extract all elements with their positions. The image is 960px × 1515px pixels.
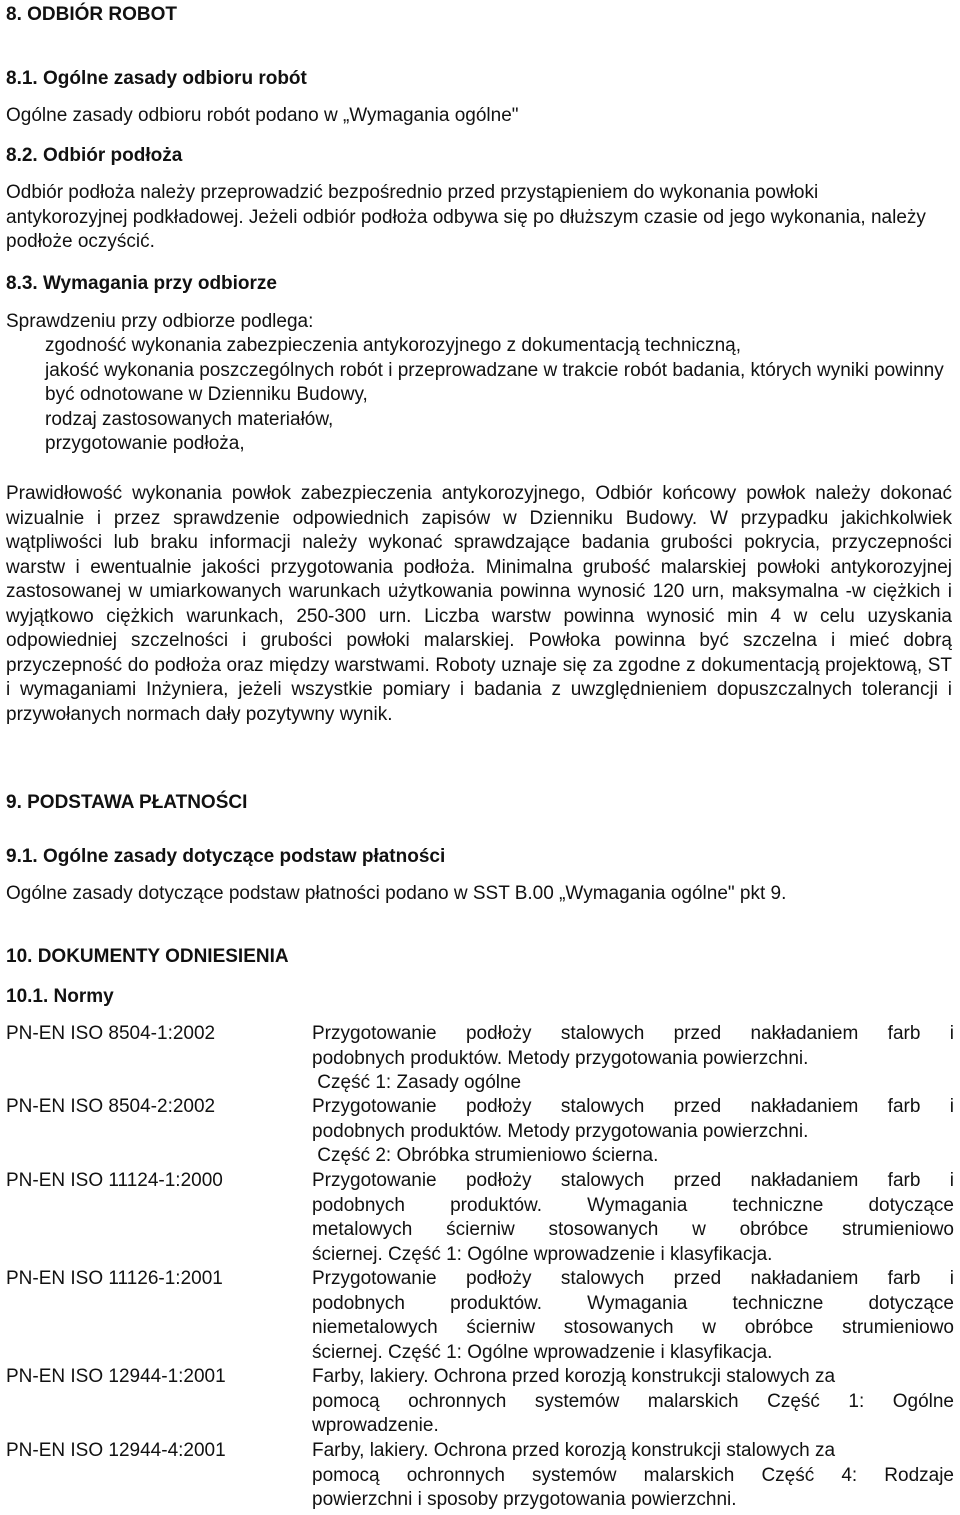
- requirements-list: [45, 334, 955, 457]
- section-10-1-title: 10.1. Normy: [6, 986, 114, 1007]
- list-item: przygotowanie podłoża,: [45, 433, 245, 454]
- norm-code: PN-EN ISO 8504-2:2002: [6, 1096, 216, 1117]
- list-item: jakość wykonania poszczególnych robót i przeprowadzane w trakcie robót badania, których wyniki powinny być odnotowane w Dzienniku Budowy,: [45, 359, 944, 405]
- norm-description: Przygotowanie podłoży stalowych przed nakładaniem farb i podobnych produktów. Wymagania techniczne dotyczące metalowych ścierniw stosowanych w obróbce strumieniowo ściernej. Część 1: Ogólne wprowadzenie i klasyfikacja.: [312, 1170, 954, 1265]
- section-8-1-text: Ogólne zasady odbioru robót podano w „Wymagania ogólne": [6, 105, 519, 126]
- list-item: rodzaj zastosowanych materiałów,: [45, 408, 334, 430]
- section-8-3-title: 8.3. Wymagania przy odbiorze: [6, 273, 278, 294]
- norm-code: PN-EN ISO 12944-4:2001: [6, 1440, 226, 1461]
- section-8-3-intro: Sprawdzeniu przy odbiorze podlega:: [6, 311, 314, 332]
- norm-description: Farby, lakiery. Ochrona przed korozją konstrukcji stalowych za pomocą ochronnych systemów malarskich Część 4: Rodzaje powierzchni i sposoby przygotowania powierzchni.: [312, 1440, 954, 1510]
- section-9-1-title: 9.1. Ogólne zasady dotyczące podstaw płatności: [6, 846, 446, 867]
- section-8-title: 8. ODBIÓR ROBOT: [6, 4, 178, 25]
- norm-description: Przygotowanie podłoży stalowych przed nakładaniem farb i podobnych produktów. Metody przygotowania powierzchni. Część 1: Zasady ogólne: [312, 1023, 954, 1093]
- section-10-title: 10. DOKUMENTY ODNIESIENIA: [6, 946, 289, 967]
- section-9-title: 9. PODSTAWA PŁATNOŚCI: [6, 792, 248, 813]
- section-9-1-text: Ogólne zasady dotyczące podstaw płatności podano w SST B.00 „Wymagania ogólne" pkt 9.: [6, 883, 787, 904]
- norm-code: PN-EN ISO 12944-1:2001: [6, 1366, 226, 1387]
- section-8-2-title: 8.2. Odbiór podłoża: [6, 145, 183, 166]
- norm-description: Przygotowanie podłoży stalowych przed nakładaniem farb i podobnych produktów. Metody przygotowania powierzchni. Część 2: Obróbka strumieniowo ścierna.: [312, 1096, 954, 1166]
- section-8-3-body: Prawidłowość wykonania powłok zabezpieczenia antykorozyjnego, Odbiór końcowy powłok należy dokonać wizualnie i przez sprawdzenie odpowiednich zapisów w Dzienniku Budowy. W przypadku jakichkolwiek wątpliwości lub braku informacji należy wykonać sprawdzające badania grubości pokrycia, przyczepności warstw i ewentualnie jakości przygotowania podłoża. Minimalna grubość malarskiej powłoki antykorozyjnej zastosowanej w umiarkowanych warunkach użytkowania powinna wynosić 120 urn, maksymalna -w ciężkich i wyjątkowo ciężkich warunkach, 250-300 urn. Liczba warstw powinna wynosić min 4 w celu uzyskania odpowiedniej szczelności i grubości powłoki malarskiej. Powłoka powinna być szczelna i mieć dobrą przyczepność do podłoża oraz między warstwami. Roboty uznaje się za zgodne z dokumentacją projektową, ST i wymaganiami Inżyniera, jeżeli wszystkie pomiary i badania z uwzględnieniem dopuszczalnych tolerancji i przywołanych normach dały pozytywny wynik.: [6, 483, 952, 725]
- norm-code: PN-EN ISO 8504-1:2002: [6, 1023, 216, 1044]
- norm-code: PN-EN ISO 11126-1:2001: [6, 1268, 223, 1289]
- norm-description: Farby, lakiery. Ochrona przed korozją konstrukcji stalowych za pomocą ochronnych systemów malarskich Część 1: Ogólne wprowadzenie.: [312, 1366, 954, 1436]
- norm-code: PN-EN ISO 11124-1:2000: [6, 1170, 223, 1191]
- list-item: zgodność wykonania zabezpieczenia antykorozyjnego z dokumentacją techniczną,: [45, 335, 742, 356]
- section-8-1-title: 8.1. Ogólne zasady odbioru robót: [6, 68, 307, 89]
- norm-description: Przygotowanie podłoży stalowych przed nakładaniem farb i podobnych produktów. Wymagania techniczne dotyczące niemetalowych ścierniw stosowanych w obróbce strumieniowo ściernej. Część 1: Ogólne wprowadzenie i klasyfikacja.: [312, 1268, 954, 1363]
- section-8-2-text: Odbiór podłoża należy przeprowadzić bezpośrednio przed przystąpieniem do wykonania powłoki antykorozyjnej podkładowej. Jeżeli odbiór podłoża odbywa się po dłuższym czasie od jego wykonania, należy podłoże oczyścić.: [6, 182, 926, 252]
